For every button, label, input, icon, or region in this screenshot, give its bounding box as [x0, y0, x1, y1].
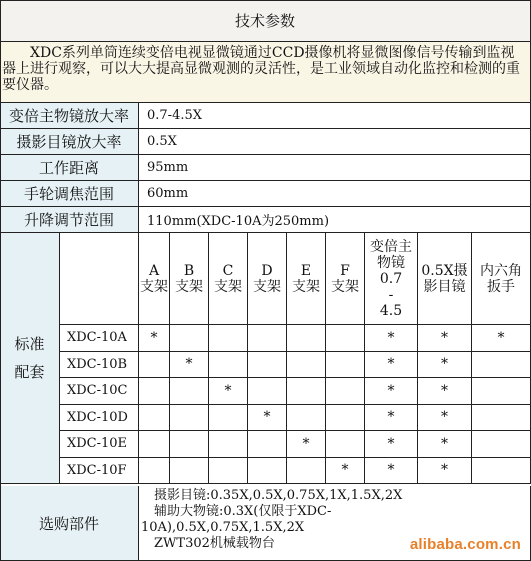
column-header: C 支架	[209, 233, 248, 325]
spec-label: 工作距离	[0, 155, 139, 181]
empty-cell	[287, 352, 326, 379]
empty-cell	[209, 325, 248, 352]
empty-cell	[326, 431, 365, 458]
optional-parts-label: 选购部件	[0, 486, 139, 561]
column-header: E 支架	[287, 233, 326, 325]
empty-cell	[472, 458, 531, 485]
included-mark: *	[365, 458, 418, 485]
included-mark: *	[418, 352, 472, 379]
standard-config-label	[0, 233, 60, 484]
optional-line: ZWT302机械载物台	[141, 536, 275, 551]
empty-cell	[170, 431, 209, 458]
empty-cell	[248, 378, 287, 405]
empty-cell	[209, 431, 248, 458]
column-header: F 支架	[326, 233, 365, 325]
empty-cell	[287, 458, 326, 485]
included-mark: *	[248, 405, 287, 432]
empty-cell	[209, 352, 248, 379]
included-mark: *	[365, 405, 418, 432]
empty-cell	[248, 352, 287, 379]
column-header: D 支架	[248, 233, 287, 325]
column-header: A 支架	[139, 233, 170, 325]
included-mark: *	[418, 405, 472, 432]
empty-cell	[326, 352, 365, 379]
empty-cell	[139, 352, 170, 379]
spec-label: 变倍主物镜放大率	[0, 103, 139, 129]
included-mark: *	[418, 378, 472, 405]
watermark: alibaba.com.cn	[409, 536, 521, 553]
column-header: B 支架	[170, 233, 209, 325]
spec-value: 110mm(XDC-10A为250mm)	[139, 207, 531, 233]
header-blank	[60, 233, 139, 325]
included-mark: *	[418, 431, 472, 458]
spec-label: 手轮调焦范围	[0, 181, 139, 207]
column-header: 变倍主 物镜 0.7 - 4.5	[365, 233, 418, 325]
empty-cell	[326, 378, 365, 405]
empty-cell	[170, 405, 209, 432]
spec-label: 升降调节范围	[0, 207, 139, 233]
empty-cell	[472, 405, 531, 432]
page-title: 技术参数	[0, 0, 531, 42]
empty-cell	[170, 325, 209, 352]
included-mark: *	[365, 325, 418, 352]
included-mark: *	[170, 352, 209, 379]
included-mark: *	[326, 458, 365, 485]
side-label-text: 标准配套	[14, 335, 45, 381]
empty-cell	[472, 431, 531, 458]
empty-cell	[139, 405, 170, 432]
included-mark: *	[365, 431, 418, 458]
spec-value: 0.5X	[139, 129, 531, 155]
spec-label: 摄影目镜放大率	[0, 129, 139, 155]
included-mark: *	[418, 325, 472, 352]
empty-cell	[248, 431, 287, 458]
empty-cell	[248, 458, 287, 485]
empty-cell	[326, 325, 365, 352]
optional-line: 辅助大物镜:0.3X(仅限于XDC-	[141, 504, 332, 519]
empty-cell	[326, 405, 365, 432]
spec-value: 95mm	[139, 155, 531, 181]
model-name: XDC-10B	[60, 352, 139, 379]
empty-cell	[139, 378, 170, 405]
empty-cell	[472, 352, 531, 379]
included-mark: *	[365, 352, 418, 379]
intro-paragraph: XDC系列单筒连续变倍电视显微镜通过CCD摄像机将显微图像信号传输到监视器上进行观察，可以大大提高显微观测的灵活性，是工业领域自动化监控和检测的重要仪器。	[0, 42, 531, 103]
empty-cell	[209, 405, 248, 432]
empty-cell	[139, 458, 170, 485]
empty-cell	[139, 431, 170, 458]
model-name: XDC-10F	[60, 458, 139, 485]
column-header: 0.5X摄 影目镜	[418, 233, 472, 325]
model-name: XDC-10D	[60, 405, 139, 432]
included-mark: *	[287, 431, 326, 458]
empty-cell	[472, 378, 531, 405]
optional-line: 摄影目镜:0.35X,0.5X,0.75X,1X,1.5X,2X	[141, 488, 403, 503]
model-name: XDC-10A	[60, 325, 139, 352]
empty-cell	[287, 405, 326, 432]
included-mark: *	[472, 325, 531, 352]
empty-cell	[248, 325, 287, 352]
empty-cell	[170, 378, 209, 405]
included-mark: *	[418, 458, 472, 485]
empty-cell	[209, 458, 248, 485]
empty-cell	[287, 378, 326, 405]
model-name: XDC-10E	[60, 431, 139, 458]
empty-cell	[170, 458, 209, 485]
included-mark: *	[139, 325, 170, 352]
empty-cell	[287, 325, 326, 352]
spec-value: 0.7-4.5X	[139, 103, 531, 129]
included-mark: *	[209, 378, 248, 405]
optional-line: 10A),0.5X,0.75X,1.5X,2X	[141, 520, 305, 535]
spec-value: 60mm	[139, 181, 531, 207]
column-header: 内六角 扳手	[472, 233, 531, 325]
included-mark: *	[365, 378, 418, 405]
model-name: XDC-10C	[60, 378, 139, 405]
